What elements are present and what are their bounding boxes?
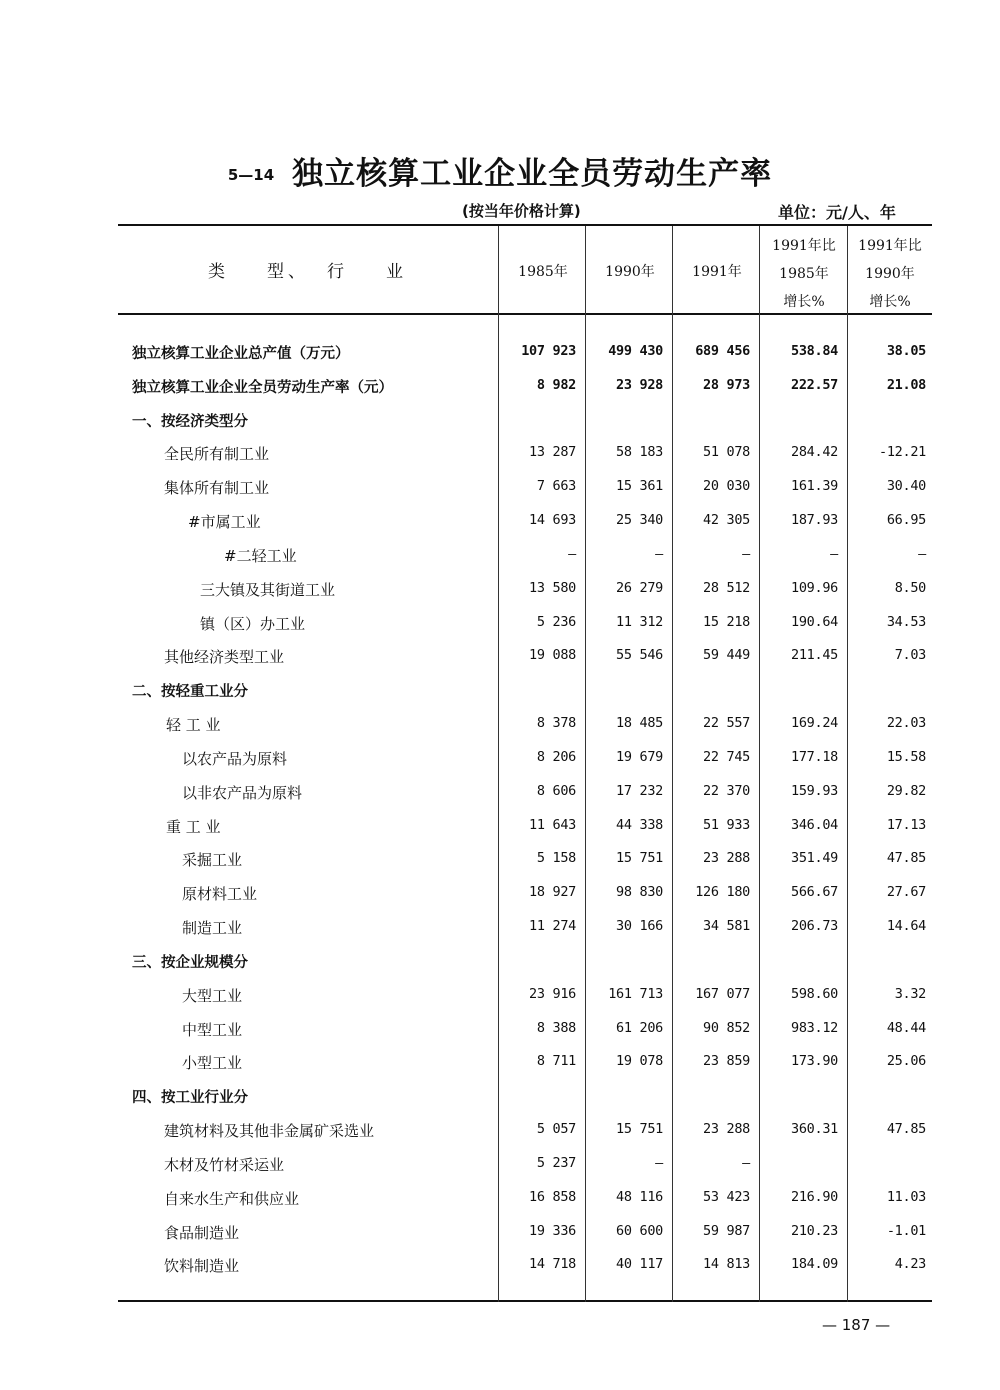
table-row <box>0 945 1000 979</box>
row-label: 大型工业 <box>182 986 243 1005</box>
cell-1990: 23 928 <box>616 376 663 393</box>
row-label: 木材及竹材采运业 <box>164 1155 285 1174</box>
table-row <box>0 336 1000 370</box>
cell-growth-1990: -1.01 <box>886 1222 926 1239</box>
row-label: 以农产品为原料 <box>182 749 288 768</box>
row-label: 独立核算工业企业总产值（万元） <box>132 346 350 362</box>
cell-1991: 689 456 <box>695 343 750 359</box>
cell-growth-1985: 159.93 <box>791 782 838 799</box>
cell-1991: 22 370 <box>703 782 750 799</box>
row-label: 自来水生产和供应业 <box>164 1189 300 1208</box>
cell-1985: 14 718 <box>529 1256 576 1273</box>
cell-growth-1990: 29.82 <box>886 782 926 799</box>
cell-1985: 23 916 <box>529 985 576 1002</box>
cell-growth-1985: 177.18 <box>791 748 838 765</box>
cell-1990: — <box>655 1154 663 1171</box>
cell-growth-1990: 48.44 <box>886 1019 926 1036</box>
cell-1991: 59 449 <box>703 647 750 664</box>
table-row <box>0 404 1000 438</box>
cell-1985: 19 088 <box>529 647 576 664</box>
cell-1985: 11 643 <box>529 816 576 833</box>
top-rule <box>118 224 932 226</box>
cell-growth-1990: — <box>918 545 926 562</box>
cell-1990: 40 117 <box>616 1256 663 1273</box>
cell-1985: 8 606 <box>536 782 576 799</box>
table-row <box>0 1114 1000 1148</box>
cell-1991: 23 288 <box>703 1121 750 1138</box>
cell-growth-1985: 211.45 <box>791 647 838 664</box>
row-label: 中型工业 <box>182 1020 243 1039</box>
cell-growth-1985: 210.23 <box>791 1222 838 1239</box>
cell-growth-1990: 15.58 <box>886 748 926 765</box>
cell-growth-1990: 14.64 <box>886 918 926 935</box>
table-row <box>0 370 1000 404</box>
cell-growth-1990: 47.85 <box>886 1121 926 1138</box>
cell-1990: 61 206 <box>616 1019 663 1036</box>
cell-growth-1990: 4.23 <box>894 1256 926 1273</box>
cell-growth-1990: 11.03 <box>886 1188 926 1205</box>
cell-growth-1985: 566.67 <box>791 884 838 901</box>
cell-1985: 5 236 <box>536 613 576 630</box>
cell-1991: 53 423 <box>703 1188 750 1205</box>
table-row <box>0 979 1000 1013</box>
table-row <box>0 1080 1000 1114</box>
cell-growth-1990: 3.32 <box>894 985 926 1002</box>
table-row <box>0 1216 1000 1250</box>
header-category-part: 业 <box>386 262 407 282</box>
row-label: #市属工业 <box>188 513 261 532</box>
cell-growth-1990: 30.40 <box>886 478 926 495</box>
cell-growth-1985: 983.12 <box>791 1019 838 1036</box>
cell-1991: 28 512 <box>703 579 750 596</box>
cell-1985: 11 274 <box>529 918 576 935</box>
table-row <box>0 640 1000 674</box>
cell-1985: 107 923 <box>521 343 576 359</box>
cell-growth-1985: 190.64 <box>791 613 838 630</box>
cell-1990: 11 312 <box>616 613 663 630</box>
unit-note: 单位：元/人、年 <box>778 203 896 222</box>
cell-1991: 90 852 <box>703 1019 750 1036</box>
cell-1991: 34 581 <box>703 918 750 935</box>
cell-1991: 20 030 <box>703 478 750 495</box>
cell-growth-1985: 538.84 <box>791 343 838 359</box>
cell-1991: 23 288 <box>703 850 750 867</box>
cell-growth-1985: 346.04 <box>791 816 838 833</box>
cell-1985: 5 237 <box>536 1154 576 1171</box>
cell-growth-1990: 27.67 <box>886 884 926 901</box>
row-label: 全民所有制工业 <box>164 445 270 464</box>
cell-1985: 5 158 <box>536 850 576 867</box>
cell-growth-1985: 360.31 <box>791 1121 838 1138</box>
row-label: 建筑材料及其他非金属矿采选业 <box>164 1122 375 1141</box>
table-row <box>0 539 1000 573</box>
table-row <box>0 1046 1000 1080</box>
cell-1990: 19 078 <box>616 1053 663 1070</box>
cell-1990: 19 679 <box>616 748 663 765</box>
cell-1990: 18 485 <box>616 715 663 732</box>
table-row <box>0 1249 1000 1283</box>
table-body <box>0 336 1000 1283</box>
row-label: 其他经济类型工业 <box>164 648 285 667</box>
header-1991: 1991年 <box>692 264 742 280</box>
table-row <box>0 877 1000 911</box>
cell-growth-1990: 47.85 <box>886 850 926 867</box>
cell-1985: 5 057 <box>536 1121 576 1138</box>
table-row <box>0 471 1000 505</box>
cell-growth-1985: — <box>830 545 838 562</box>
cell-growth-1990: 8.50 <box>894 579 926 596</box>
row-label: 采掘工业 <box>182 851 243 870</box>
row-label: 以非农产品为原料 <box>182 783 303 802</box>
page-title: 独立核算工业企业全员劳动生产率 <box>292 156 773 192</box>
cell-1990: 25 340 <box>616 512 663 529</box>
row-label: 制造工业 <box>182 919 243 938</box>
cell-1990: — <box>655 545 663 562</box>
table-row <box>0 437 1000 471</box>
page-number: — 187 — <box>822 1316 891 1334</box>
header-category <box>120 258 495 286</box>
cell-growth-1985: 284.42 <box>791 444 838 461</box>
table-row <box>0 742 1000 776</box>
cell-1990: 15 361 <box>616 478 663 495</box>
row-label: 食品制造业 <box>164 1223 240 1242</box>
table-row <box>0 708 1000 742</box>
cell-growth-1990: 21.08 <box>886 376 926 393</box>
cell-growth-1985: 109.96 <box>791 579 838 596</box>
cell-growth-1985: 161.39 <box>791 478 838 495</box>
cell-1985: 8 982 <box>536 376 576 393</box>
table-row <box>0 674 1000 708</box>
row-label: 小型工业 <box>182 1054 243 1073</box>
cell-1990: 15 751 <box>616 1121 663 1138</box>
table-row <box>0 810 1000 844</box>
row-label: 四、按工业行业分 <box>132 1090 248 1107</box>
cell-growth-1985: 222.57 <box>791 376 838 393</box>
row-label: 原材料工业 <box>182 885 258 904</box>
cell-1985: 8 206 <box>536 748 576 765</box>
cell-growth-1990: 25.06 <box>886 1053 926 1070</box>
cell-1991: 59 987 <box>703 1222 750 1239</box>
cell-growth-1990: 22.03 <box>886 715 926 732</box>
cell-1990: 55 546 <box>616 647 663 664</box>
cell-1990: 15 751 <box>616 850 663 867</box>
price-basis-note: (按当年价格计算) <box>462 202 581 220</box>
cell-1985: 7 663 <box>536 478 576 495</box>
cell-growth-1985: 206.73 <box>791 918 838 935</box>
cell-1985: 18 927 <box>529 884 576 901</box>
cell-1985: — <box>568 545 576 562</box>
cell-1990: 48 116 <box>616 1188 663 1205</box>
cell-growth-1990: 7.03 <box>894 647 926 664</box>
header-growth-vs-1990: 1991年比 1990年 增长% <box>858 238 922 310</box>
row-label: #二轻工业 <box>224 546 297 565</box>
header-category-part: 类 <box>208 262 229 282</box>
cell-growth-1985: 173.90 <box>791 1053 838 1070</box>
table-row <box>0 607 1000 641</box>
cell-1991: 22 745 <box>703 748 750 765</box>
row-label: 集体所有制工业 <box>164 479 270 498</box>
table-row <box>0 776 1000 810</box>
table-row <box>0 1148 1000 1182</box>
row-label: 镇（区）办工业 <box>200 614 306 633</box>
cell-1985: 13 580 <box>529 579 576 596</box>
cell-1991: 42 305 <box>703 512 750 529</box>
header-category-part: 型、 <box>267 262 309 282</box>
cell-1991: 167 077 <box>695 985 750 1002</box>
cell-1990: 58 183 <box>616 444 663 461</box>
cell-1990: 499 430 <box>608 343 663 359</box>
cell-growth-1990: -12.21 <box>879 444 926 461</box>
cell-1985: 8 388 <box>536 1019 576 1036</box>
cell-1991: 14 813 <box>703 1256 750 1273</box>
cell-1991: 51 078 <box>703 444 750 461</box>
cell-1985: 8 711 <box>536 1053 576 1070</box>
row-label: 一、按经济类型分 <box>132 413 248 430</box>
cell-1991: 126 180 <box>695 884 750 901</box>
row-label: 独立核算工业企业全员劳动生产率（元） <box>132 379 393 396</box>
row-label: 重 工 业 <box>166 817 221 836</box>
cell-growth-1985: 187.93 <box>791 512 838 529</box>
row-label: 轻 工 业 <box>166 716 221 735</box>
table-row <box>0 1013 1000 1047</box>
cell-1991: — <box>742 1154 750 1171</box>
table-title <box>0 148 1000 193</box>
row-label: 二、按轻重工业分 <box>132 684 248 701</box>
cell-1990: 60 600 <box>616 1222 663 1239</box>
header-1990: 1990年 <box>605 264 655 280</box>
cell-growth-1985: 216.90 <box>791 1188 838 1205</box>
header-category-part: 行 <box>327 262 348 282</box>
cell-1991: 22 557 <box>703 715 750 732</box>
cell-1985: 16 858 <box>529 1188 576 1205</box>
cell-1991: 15 218 <box>703 613 750 630</box>
cell-1990: 17 232 <box>616 782 663 799</box>
table-row <box>0 573 1000 607</box>
row-label: 三大镇及其街道工业 <box>200 580 336 599</box>
cell-growth-1990: 66.95 <box>886 512 926 529</box>
table-row <box>0 1182 1000 1216</box>
cell-1990: 44 338 <box>616 816 663 833</box>
cell-1985: 13 287 <box>529 444 576 461</box>
cell-1990: 98 830 <box>616 884 663 901</box>
cell-1991: 23 859 <box>703 1053 750 1070</box>
cell-growth-1990: 38.05 <box>886 343 926 359</box>
cell-1990: 161 713 <box>608 985 663 1002</box>
row-label: 饮料制造业 <box>164 1257 240 1276</box>
cell-1990: 26 279 <box>616 579 663 596</box>
cell-1985: 14 693 <box>529 512 576 529</box>
header-1985: 1985年 <box>518 264 568 280</box>
cell-growth-1990: 17.13 <box>886 816 926 833</box>
cell-1985: 8 378 <box>536 715 576 732</box>
table-row <box>0 843 1000 877</box>
table-row <box>0 911 1000 945</box>
bottom-rule <box>118 1300 932 1302</box>
header-growth-vs-1985: 1991年比 1985年 增长% <box>772 238 836 310</box>
cell-growth-1985: 598.60 <box>791 985 838 1002</box>
cell-1985: 19 336 <box>529 1222 576 1239</box>
cell-1991: 28 973 <box>703 376 750 393</box>
cell-growth-1985: 351.49 <box>791 850 838 867</box>
table-code: 5—14 <box>227 166 275 184</box>
cell-growth-1985: 169.24 <box>791 715 838 732</box>
cell-growth-1990: 34.53 <box>886 613 926 630</box>
table-row <box>0 505 1000 539</box>
cell-growth-1985: 184.09 <box>791 1256 838 1273</box>
cell-1991: 51 933 <box>703 816 750 833</box>
cell-1990: 30 166 <box>616 918 663 935</box>
cell-1991: — <box>742 545 750 562</box>
row-label: 三、按企业规模分 <box>132 954 248 971</box>
